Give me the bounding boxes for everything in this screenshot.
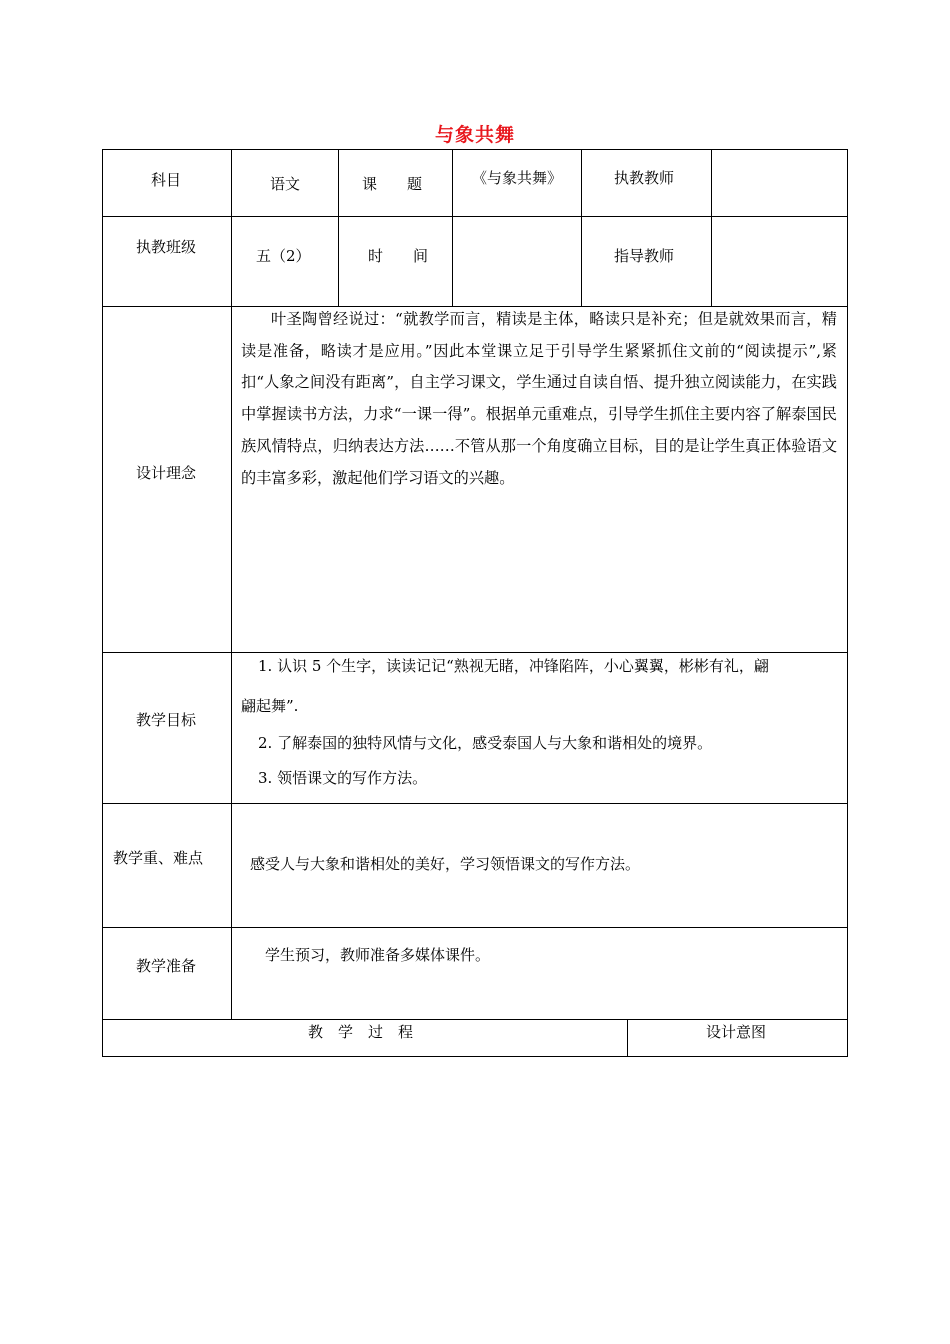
guide-label: 指导教师 bbox=[614, 247, 675, 265]
topic-value: 《与象共舞》 bbox=[472, 169, 563, 187]
class-value: 五（2） bbox=[256, 247, 311, 265]
document-title: 与象共舞 bbox=[434, 124, 515, 146]
goal-item-3: 3. 领悟课文的写作方法。 bbox=[258, 769, 428, 787]
time-label: 时 间 bbox=[368, 247, 429, 265]
preparation-label: 教学准备 bbox=[136, 957, 197, 975]
key-points-text: 感受人与大象和谐相处的美好，学习领悟课文的写作方法。 bbox=[250, 855, 641, 873]
design-label: 设计理念 bbox=[136, 464, 197, 482]
process-header: 教 学 过 程 bbox=[308, 1023, 414, 1041]
intent-header: 设计意图 bbox=[706, 1023, 767, 1041]
design-text: 叶圣陶曾经说过：“就教学而言，精读是主体，略读只是补充；但是就效果而言，精读是准备，略读才是应用。”因此本堂课立足于引导学生紧紧抓住文前的“阅读提示”,紧扣“人象之间没有距离”，自主学习课文，学生通过自读自悟、提升独立阅读能力，在实践中掌握读书方法，力求“一课一得”。根据单元重难点，引导学生抓住主要内容了解泰国民族风情特点，归纳表达方法……不管从那一个角度确立目标，目的是让学生真正体验语文的丰富多彩，激起他们学习语文的兴趣。 bbox=[241, 310, 837, 487]
goal-item-2: 2. 了解泰国的独特风情与文化，感受泰国人与大象和谐相处的境界。 bbox=[258, 734, 713, 752]
subject-label: 科目 bbox=[151, 171, 182, 189]
goals-label: 教学目标 bbox=[136, 711, 197, 729]
preparation-text: 学生预习，教师准备多媒体课件。 bbox=[265, 946, 491, 964]
subject-value: 语文 bbox=[270, 175, 301, 193]
class-label: 执教班级 bbox=[136, 238, 197, 256]
key-points-label: 教学重、难点 bbox=[113, 849, 204, 867]
teacher-label: 执教教师 bbox=[614, 169, 675, 187]
topic-label: 课 题 bbox=[362, 175, 423, 193]
goal-item-1-continued: 翩起舞”. bbox=[241, 697, 299, 715]
goal-item-1 bbox=[258, 657, 769, 675]
goal-item-1-line-1: 1. 认识 5 个生字，读读记记“熟视无睹，冲锋陷阵，小心翼翼，彬彬有礼，翩 bbox=[258, 657, 769, 675]
